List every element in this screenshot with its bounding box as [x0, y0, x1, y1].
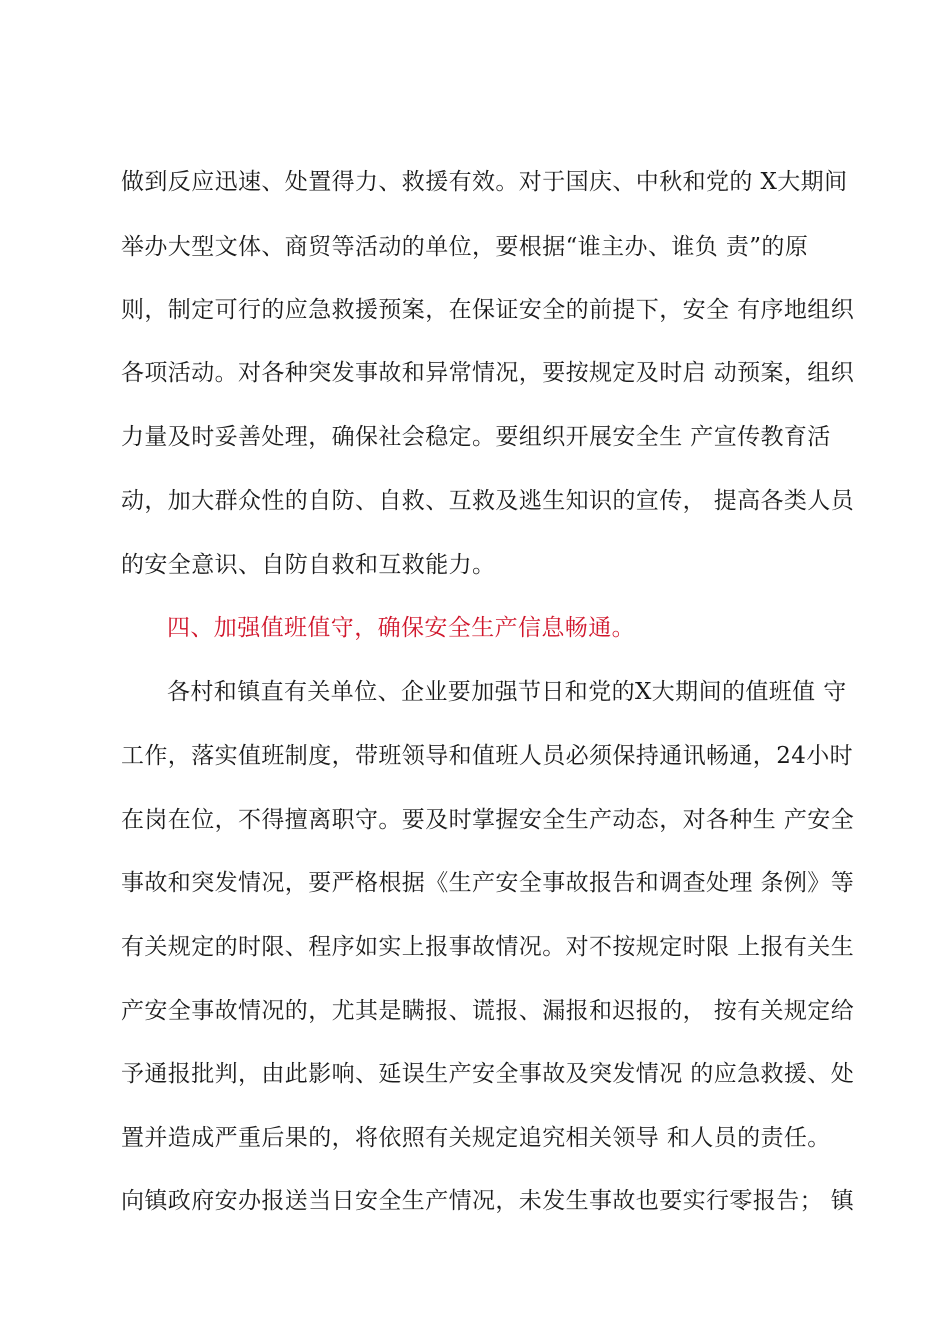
section-heading: 四、加强值班值守，确保安全生产信息畅通。 [167, 615, 635, 641]
paragraph-line: 有关规定的时限、程序如实上报事故情况。对不按规定时限 上报有关生 [121, 934, 855, 960]
paragraph-line: 力量及时妥善处理，确保社会稳定。要组织开展安全生 产宣传教育活 [121, 424, 831, 450]
paragraph-line: 事故和突发情况，要严格根据《生产安全事故报告和调查处理 条例》等 [121, 870, 855, 896]
paragraph-line: 的安全意识、自防自救和互救能力。 [121, 552, 496, 578]
paragraph-line: 举办大型文体、商贸等活动的单位，要根据“谁主办、谁负 责”的原 [121, 234, 809, 260]
paragraph-line: 各村和镇直有关单位、企业要加强节日和党的X大期间的值班值 守 [167, 679, 847, 705]
paragraph-line: 向镇政府安办报送当日安全生产情况，未发生事故也要实行零报告； 镇 [121, 1188, 855, 1214]
paragraph-line: 予通报批判，由此影响、延误生产安全事故及突发情况 的应急救援、处 [121, 1061, 855, 1087]
paragraph-line: 各项活动。对各种突发事故和异常情况，要按规定及时启 动预案，组织 [121, 360, 855, 386]
paragraph-line: 工作，落实值班制度，带班领导和值班人员必须保持通讯畅通，24小时 [121, 743, 854, 769]
paragraph-line: 则，制定可行的应急救援预案，在保证安全的前提下，安全 有序地组织 [121, 297, 855, 323]
paragraph-line: 做到反应迅速、处置得力、救援有效。对于国庆、中秋和党的 X大期间 [121, 169, 848, 195]
paragraph-line: 在岗在位，不得擅离职守。要及时掌握安全生产动态，对各种生 产安全 [121, 807, 855, 833]
paragraph-line: 置并造成严重后果的，将依照有关规定追究相关领导 和人员的责任。 [121, 1125, 831, 1151]
paragraph-line: 产安全事故情况的，尤其是瞒报、谎报、漏报和迟报的， 按有关规定给 [121, 998, 855, 1024]
paragraph-line: 动，加大群众性的自防、自救、互救及逃生知识的宣传， 提高各类人员 [121, 488, 855, 514]
